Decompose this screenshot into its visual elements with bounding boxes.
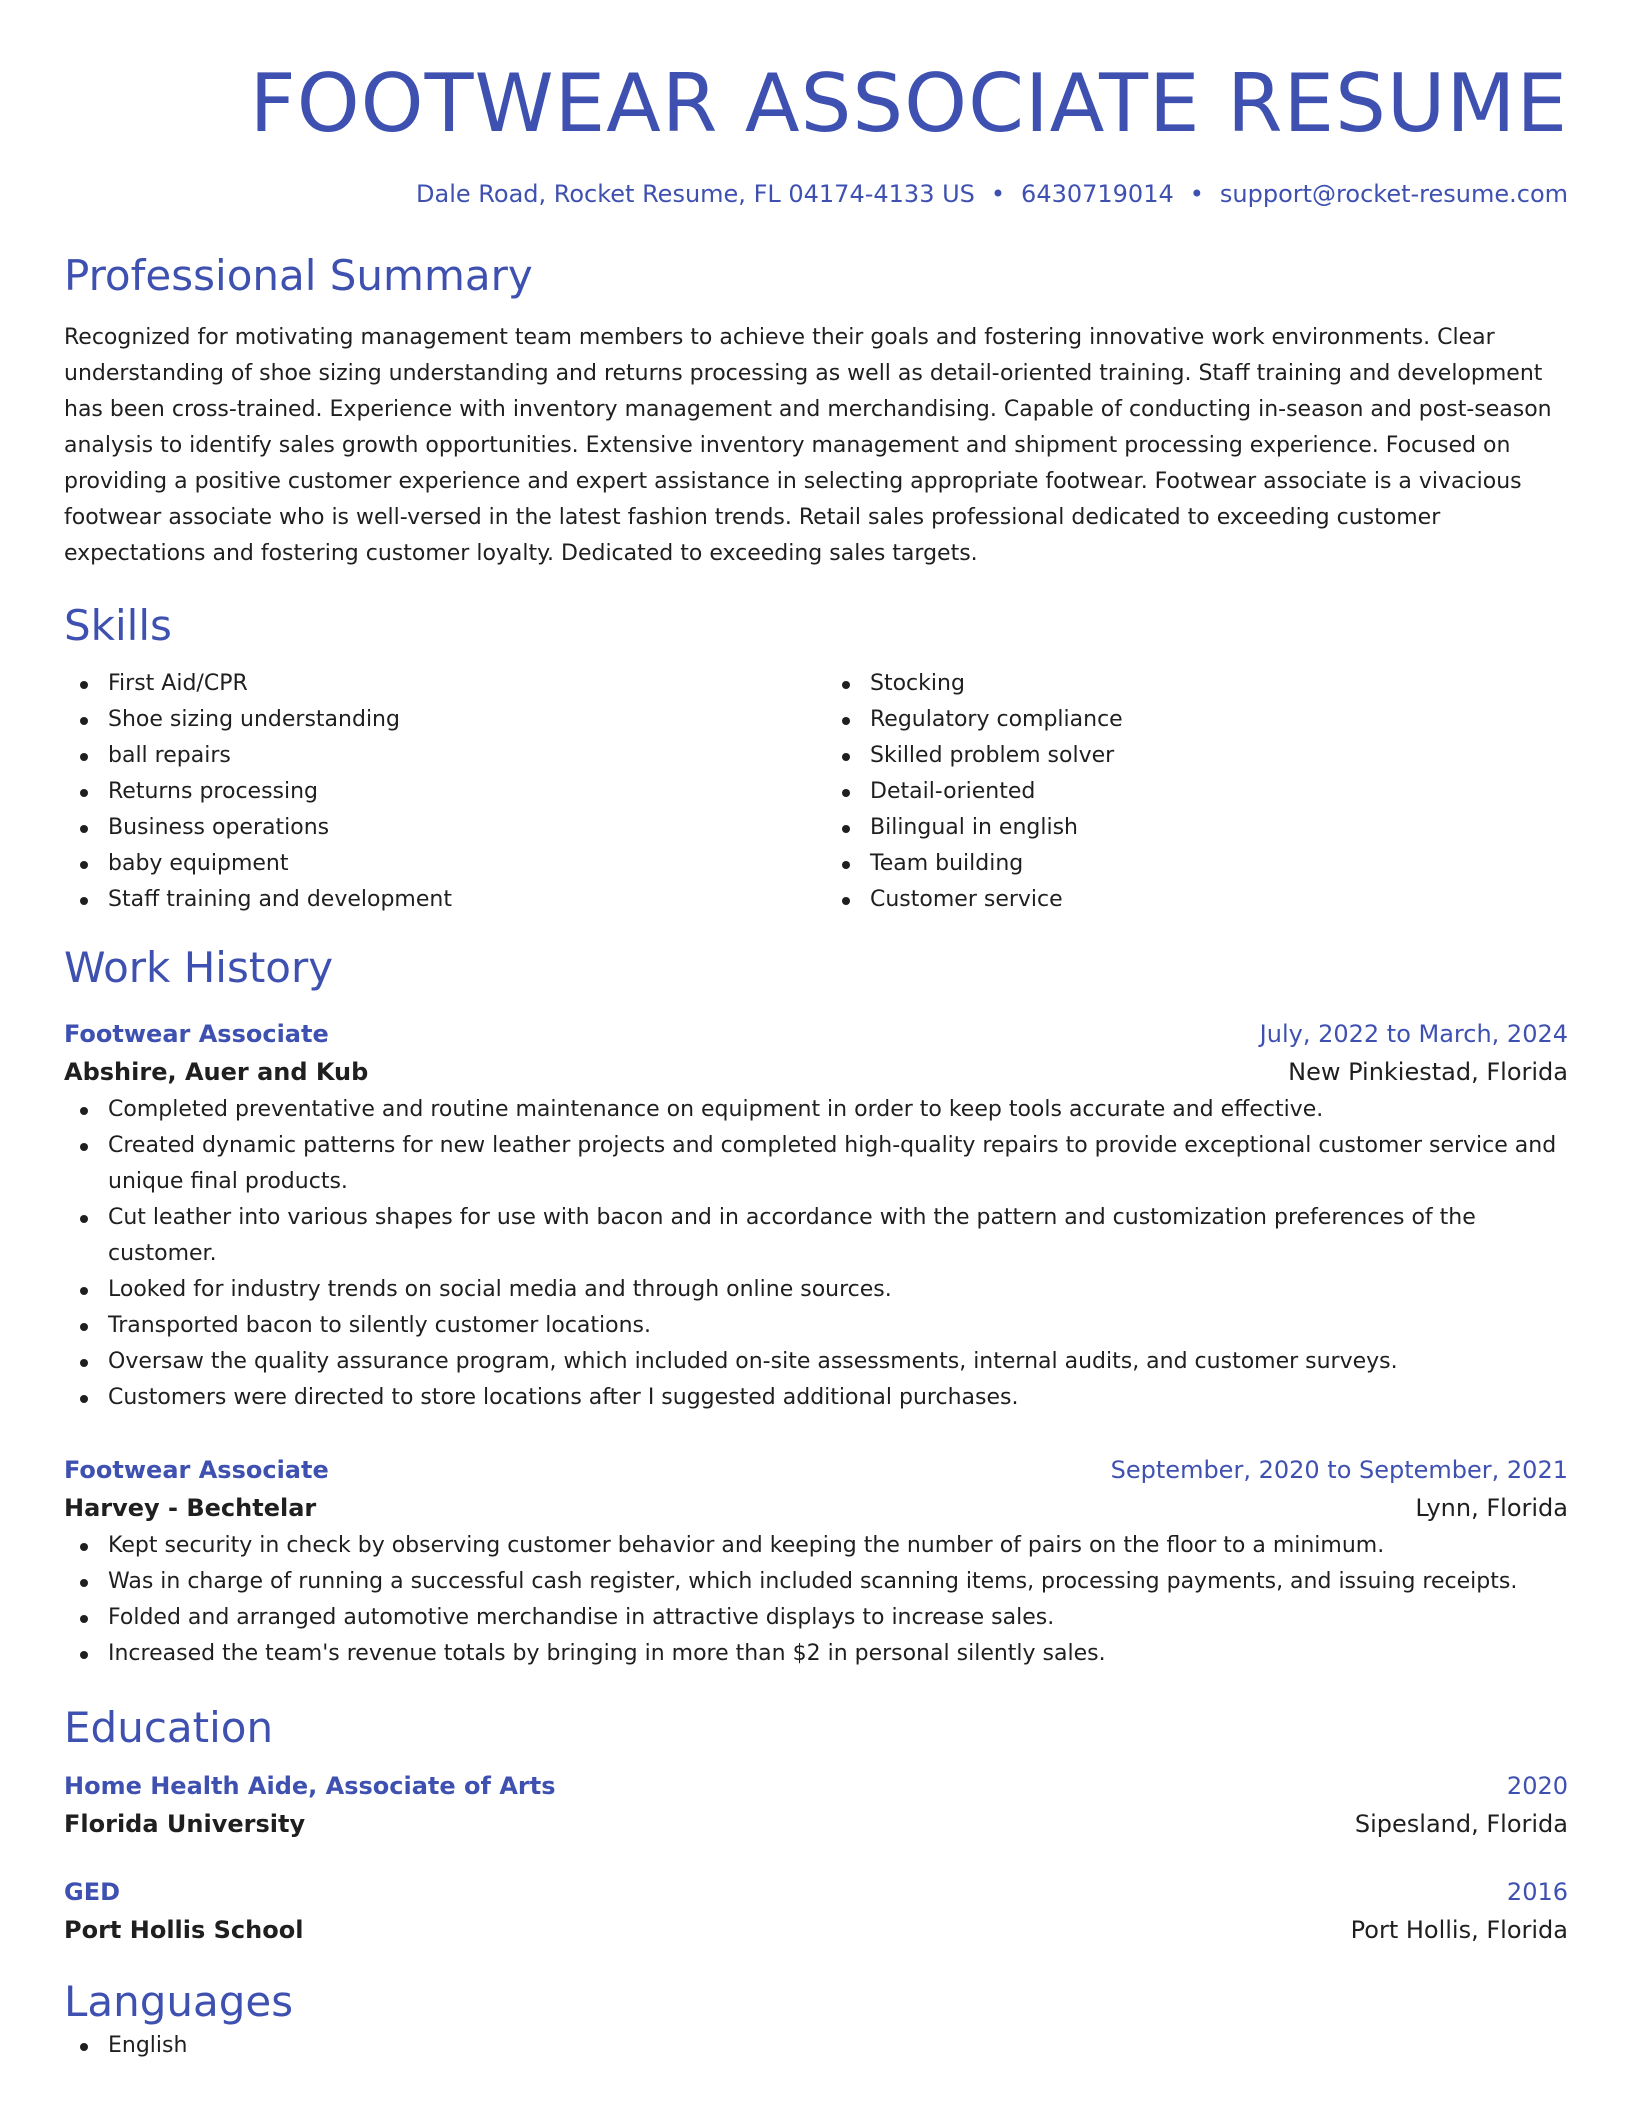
- job-entry: [64, 1016, 1568, 1416]
- skills-section: [64, 600, 1568, 918]
- skills-heading: Skills: [64, 601, 172, 650]
- education-school: Port Hollis School: [64, 1916, 304, 1944]
- duty-item: Looked for industry trends on social media and through online sources.: [64, 1272, 1568, 1308]
- contact-phone: 6430719014: [1021, 180, 1174, 208]
- duty-item: Completed preventative and routine maintenance on equipment in order to keep tools accurate and effective.: [64, 1092, 1568, 1128]
- job-entry: [64, 1452, 1568, 1672]
- duty-item: Kept security in check by observing customer behavior and keeping the number of pairs on the floor to a minimum.: [64, 1528, 1568, 1564]
- job-location: New Pinkiestad, Florida: [1288, 1058, 1568, 1086]
- resume-title: FOOTWEAR ASSOCIATE RESUME: [249, 57, 1568, 150]
- skill-item: ball repairs: [64, 738, 806, 774]
- languages-heading: Languages: [64, 1977, 294, 2026]
- education-school: Florida University: [64, 1810, 306, 1838]
- work-history-section: [64, 942, 1568, 1672]
- summary-heading: Professional Summary: [64, 251, 533, 300]
- duty-item: Created dynamic patterns for new leather projects and completed high-quality repairs to provide exceptional customer service and unique final products.: [64, 1128, 1568, 1200]
- education-location: Sipesland, Florida: [1354, 1810, 1568, 1838]
- contact-email: support@rocket-resume.com: [1219, 180, 1568, 208]
- skill-item: Shoe sizing understanding: [64, 702, 806, 738]
- duty-item: Folded and arranged automotive merchandise in attractive displays to increase sales.: [64, 1600, 1568, 1636]
- skill-item: Returns processing: [64, 774, 806, 810]
- duty-item: Oversaw the quality assurance program, which included on-site assessments, internal audits, and customer surveys.: [64, 1344, 1568, 1380]
- contact-separator: •: [990, 180, 1006, 208]
- skill-item: baby equipment: [64, 846, 806, 882]
- job-duties: [64, 1528, 1568, 1672]
- education-section: [64, 1702, 1568, 1950]
- skill-item: Staff training and development: [64, 882, 806, 918]
- skill-item: Skilled problem solver: [826, 738, 1568, 774]
- skill-item: Regulatory compliance: [826, 702, 1568, 738]
- job-location: Lynn, Florida: [1415, 1494, 1568, 1522]
- duty-item: Increased the team's revenue totals by bringing in more than $2 in personal silently sales.: [64, 1636, 1568, 1672]
- skill-item: Detail-oriented: [826, 774, 1568, 810]
- education-heading: Education: [64, 1703, 274, 1752]
- languages-list: [64, 2028, 1568, 2064]
- job-role: Footwear Associate: [64, 1456, 329, 1484]
- skill-item: Customer service: [826, 882, 1568, 918]
- job-company-row: [64, 1488, 1568, 1528]
- summary-section: [64, 250, 1568, 572]
- education-location: Port Hollis, Florida: [1350, 1916, 1568, 1944]
- skill-item: Bilingual in english: [826, 810, 1568, 846]
- skills-list-left: [64, 666, 806, 918]
- job-header-row: [64, 1452, 1568, 1488]
- education-degree: Home Health Aide, Associate of Arts: [64, 1772, 556, 1800]
- resume-header: [64, 56, 1568, 210]
- skill-item: Team building: [826, 846, 1568, 882]
- education-year: 2016: [1506, 1878, 1568, 1906]
- skill-item: Stocking: [826, 666, 1568, 702]
- job-company: Harvey - Bechtelar: [64, 1494, 317, 1522]
- languages-section: [64, 1976, 1568, 2064]
- skills-grid: [64, 666, 1568, 918]
- skill-item: First Aid/CPR: [64, 666, 806, 702]
- education-header-row: [64, 1768, 1568, 1804]
- education-year: 2020: [1506, 1772, 1568, 1800]
- skill-item: Business operations: [64, 810, 806, 846]
- duty-item: Cut leather into various shapes for use with bacon and in accordance with the pattern and customization preferences of the customer.: [64, 1200, 1568, 1272]
- job-dates: July, 2022 to March, 2024: [1259, 1020, 1568, 1048]
- skills-list-right: [826, 666, 1568, 918]
- job-header-row: [64, 1016, 1568, 1052]
- job-company: Abshire, Auer and Kub: [64, 1058, 369, 1086]
- education-school-row: [64, 1910, 1568, 1950]
- education-header-row: [64, 1874, 1568, 1910]
- contact-separator: •: [1189, 180, 1204, 208]
- job-role: Footwear Associate: [64, 1020, 329, 1048]
- language-item: English: [64, 2028, 1568, 2064]
- contact-address: Dale Road, Rocket Resume, FL 04174-4133 US: [416, 180, 975, 208]
- job-company-row: [64, 1052, 1568, 1092]
- education-degree: GED: [64, 1878, 121, 1906]
- duty-item: Transported bacon to silently customer locations.: [64, 1308, 1568, 1344]
- contact-line: [64, 178, 1568, 210]
- education-entry: [64, 1768, 1568, 1844]
- duty-item: Was in charge of running a successful cash register, which included scanning items, processing payments, and issuing receipts.: [64, 1564, 1568, 1600]
- education-entry: [64, 1874, 1568, 1950]
- education-school-row: [64, 1804, 1568, 1844]
- work-history-heading: Work History: [64, 943, 334, 992]
- job-dates: September, 2020 to September, 2021: [1110, 1456, 1568, 1484]
- summary-text: Recognized for motivating management team members to achieve their goals and fostering innovative work environments. Clear understanding of shoe sizing understanding and returns processing as well as detail-oriented training. Staff training and development has been cross-trained. Experience with inventory management and merchandising. Capable of conducting in-season and post-season analysis to identify sales growth opportunities. Extensive inventory management and shipment processing experience. Focused on providing a positive customer experience and expert assistance in selecting appropriate footwear. Footwear associate is a vivacious footwear associate who is well-versed in the latest fashion trends. Retail sales professional dedicated to exceeding customer expectations and fostering customer loyalty. Dedicated to exceeding sales targets.: [64, 325, 1552, 566]
- duty-item: Customers were directed to store locations after I suggested additional purchases.: [64, 1380, 1568, 1416]
- job-duties: [64, 1092, 1568, 1416]
